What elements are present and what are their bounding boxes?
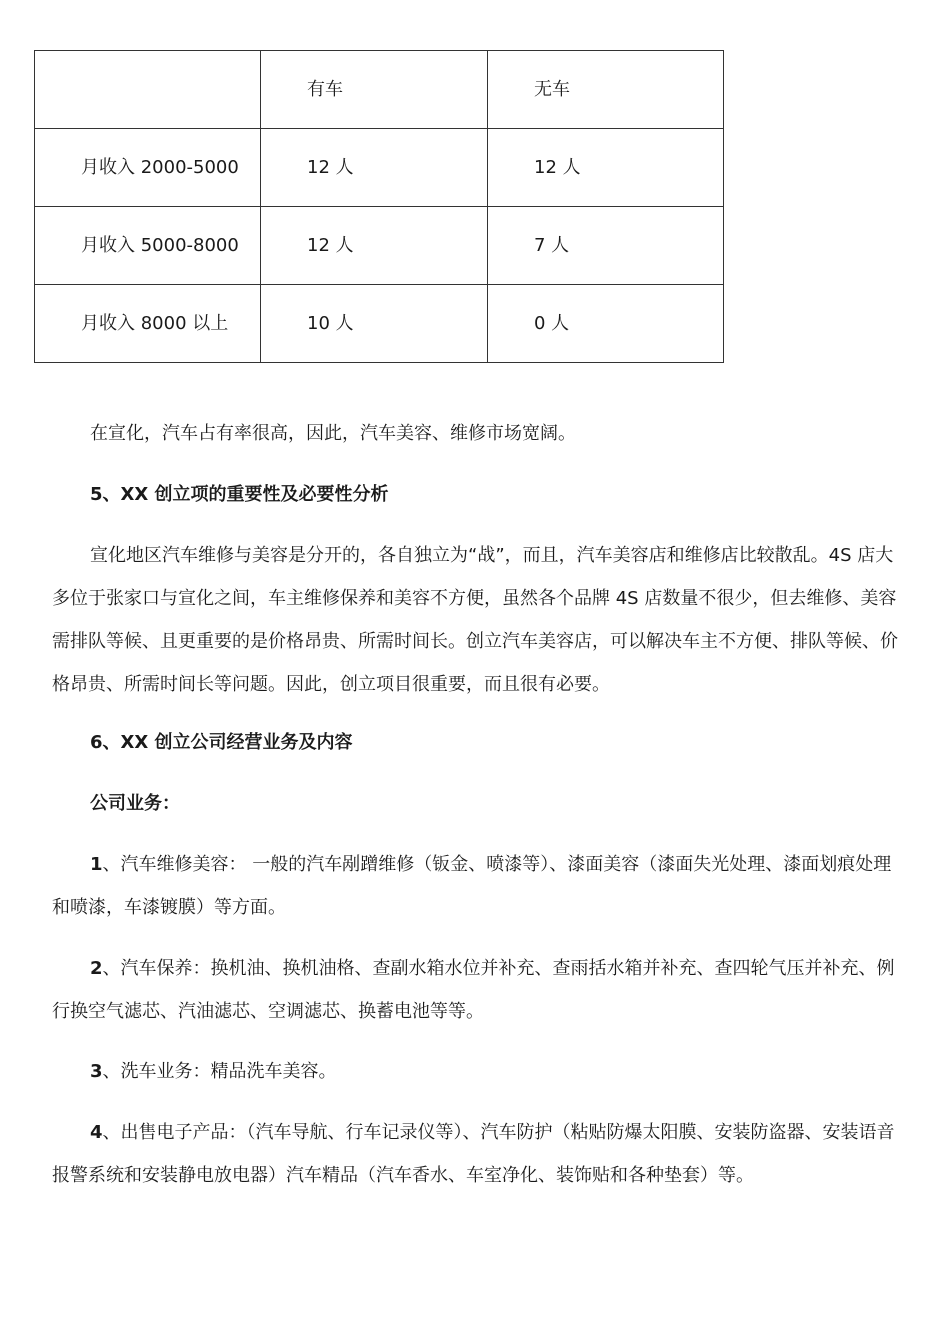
business-title: 公司业务： [90,793,180,814]
table-header-row [35,51,724,129]
table-cell: 月收入 2000-5000 [35,129,261,207]
item-text: 、汽车维修美容： 一般的汽车剐蹭维修（钣金、喷漆等）、漆面美容（漆面失光处理、漆面划痕处理和喷漆，车漆镀膜）等方面。 [52,854,892,918]
analysis-paragraph: 宣化地区汽车维修与美容是分开的，各自独立为“战”，而且，汽车美容店和维修店比较散乱。4S 店大多位于张家口与宣化之间，车主维修保养和美容不方便，虽然各个品牌 4S 店数量不很少，但去维修、美容需排队等候、且更重要的是价格昂贵、所需时间长。创立汽车美容店，可以解决车主不方便、排队等候、价格昂贵、所需时间长等问题。因此，创立项目很重要，而且很有必要。 [52,545,898,695]
section-heading-6: 6、XX 创立公司经营业务及内容 [90,732,353,753]
item-text: 、汽车保养：换机油、换机油格、查副水箱水位并补充、查雨括水箱并补充、查四轮气压并补充、例行换空气滤芯、汽油滤芯、空调滤芯、换蓄电池等等。 [52,958,895,1022]
table-cell: 月收入 8000 以上 [35,285,261,363]
business-item-4 [52,1111,902,1197]
business-item-1 [52,843,902,929]
business-item-2 [52,947,902,1033]
table-cell: 10 人 [261,285,488,363]
table-row [35,207,724,285]
section-heading-5: 5、XX 创立项的重要性及必要性分析 [90,484,389,505]
table-cell: 12 人 [261,129,488,207]
table-row [35,129,724,207]
table-cell: 12 人 [488,129,724,207]
table-header-cell: 有车 [261,51,488,129]
conclusion-paragraph: 在宣化，汽车占有率很高，因此，汽车美容、维修市场宽阔。 [90,423,576,444]
table-header-cell: 无车 [488,51,724,129]
table-cell [35,51,261,129]
table-cell: 7 人 [488,207,724,285]
income-car-table [34,50,724,363]
table-cell: 月收入 5000-8000 [35,207,261,285]
business-item-3 [52,1050,902,1093]
item-number: 1 [90,854,103,875]
table-cell: 12 人 [261,207,488,285]
item-number: 3 [90,1061,103,1082]
item-text: 、洗车业务：精品洗车美容。 [102,1061,337,1082]
item-number: 4 [90,1122,103,1143]
item-number: 2 [90,958,103,979]
table-row [35,285,724,363]
item-text: 、出售电子产品：（汽车导航、行车记录仪等）、汽车防护（粘贴防爆太阳膜、安装防盗器、安装语音报警系统和安装静电放电器）汽车精品（汽车香水、车室净化、装饰贴和各种垫套）等。 [52,1122,895,1186]
table-cell: 0 人 [488,285,724,363]
